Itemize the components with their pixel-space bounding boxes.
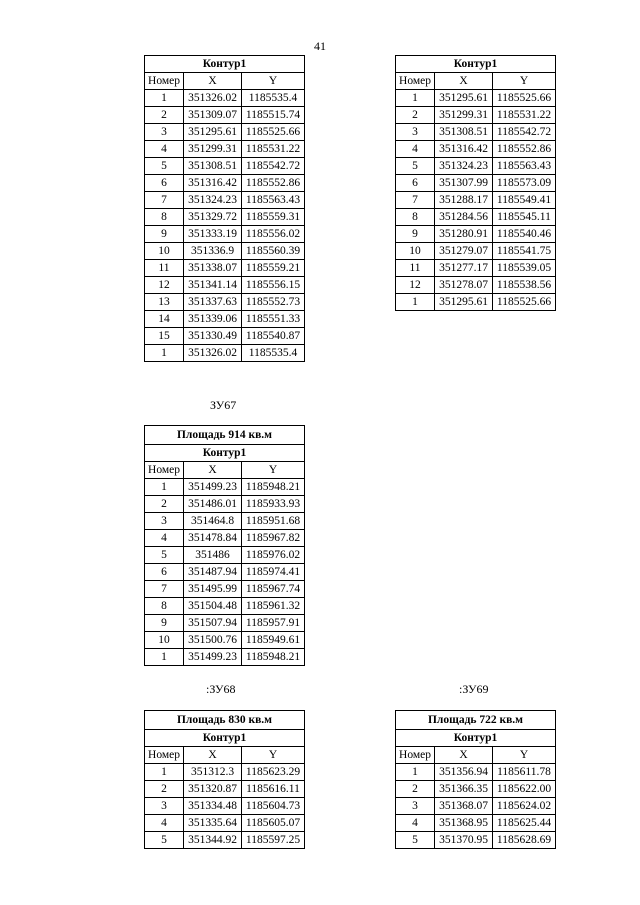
table-row xyxy=(145,311,305,328)
cell-x: 351280.91 xyxy=(435,226,493,243)
cell-number: 12 xyxy=(396,277,435,294)
cell-number: 4 xyxy=(145,530,184,547)
table-row xyxy=(396,294,556,311)
cell-number: 7 xyxy=(396,192,435,209)
header-y: Y xyxy=(242,73,305,90)
cell-x: 351324.23 xyxy=(184,192,242,209)
table-row xyxy=(145,175,305,192)
table-row xyxy=(145,277,305,294)
header-y: Y xyxy=(493,73,556,90)
cell-number: 7 xyxy=(145,192,184,209)
cell-number: 1 xyxy=(396,294,435,311)
cell-x: 351316.42 xyxy=(435,141,493,158)
cell-number: 6 xyxy=(145,564,184,581)
area-title: Площадь 914 кв.м xyxy=(145,426,305,445)
cell-number: 7 xyxy=(145,581,184,598)
cell-number: 3 xyxy=(145,124,184,141)
table-row xyxy=(396,243,556,260)
cell-x: 351499.23 xyxy=(184,649,242,666)
cell-y: 1185515.74 xyxy=(242,107,305,124)
cell-x: 351495.99 xyxy=(184,581,242,598)
cell-x: 351333.19 xyxy=(184,226,242,243)
cell-y: 1185542.72 xyxy=(242,158,305,175)
cell-number: 3 xyxy=(145,513,184,530)
cell-y: 1185540.87 xyxy=(242,328,305,345)
table-row xyxy=(396,832,556,849)
cell-number: 12 xyxy=(145,277,184,294)
cell-x: 351308.51 xyxy=(435,124,493,141)
cell-number: 1 xyxy=(396,90,435,107)
table-row xyxy=(145,798,305,815)
cell-x: 351329.72 xyxy=(184,209,242,226)
header-y: Y xyxy=(242,747,305,764)
cell-y: 1185957.91 xyxy=(242,615,305,632)
cell-x: 351326.02 xyxy=(184,90,242,107)
cell-y: 1185622.00 xyxy=(493,781,556,798)
coordinates-table-zu69 xyxy=(395,710,556,849)
plot-label-zu68: :ЗУ68 xyxy=(206,682,236,696)
cell-number: 3 xyxy=(396,124,435,141)
cell-y: 1185545.11 xyxy=(493,209,556,226)
header-x: X xyxy=(184,747,242,764)
area-title: Площадь 830 кв.м xyxy=(145,711,305,730)
cell-x: 351299.31 xyxy=(184,141,242,158)
header-x: X xyxy=(184,462,242,479)
cell-number: 9 xyxy=(396,226,435,243)
cell-y: 1185560.39 xyxy=(242,243,305,260)
cell-x: 351478.84 xyxy=(184,530,242,547)
cell-y: 1185976.02 xyxy=(242,547,305,564)
cell-number: 4 xyxy=(396,141,435,158)
cell-number: 10 xyxy=(396,243,435,260)
cell-x: 351334.48 xyxy=(184,798,242,815)
header-number: Номер xyxy=(396,747,435,764)
cell-x: 351339.06 xyxy=(184,311,242,328)
cell-number: 14 xyxy=(145,311,184,328)
table-row xyxy=(396,158,556,175)
cell-y: 1185552.86 xyxy=(493,141,556,158)
cell-x: 351295.61 xyxy=(184,124,242,141)
table-row xyxy=(145,764,305,781)
page-number: 41 xyxy=(314,39,326,53)
table-row xyxy=(145,345,305,362)
cell-y: 1185605.07 xyxy=(242,815,305,832)
table-row xyxy=(145,581,305,598)
table-row xyxy=(145,192,305,209)
contour-title: Контур1 xyxy=(145,56,305,73)
cell-x: 351308.51 xyxy=(184,158,242,175)
cell-y: 1185540.46 xyxy=(493,226,556,243)
cell-y: 1185948.21 xyxy=(242,479,305,496)
table-row xyxy=(396,124,556,141)
cell-x: 351366.35 xyxy=(435,781,493,798)
cell-y: 1185563.43 xyxy=(493,158,556,175)
cell-number: 5 xyxy=(145,158,184,175)
cell-number: 2 xyxy=(145,107,184,124)
cell-number: 5 xyxy=(396,158,435,175)
cell-number: 11 xyxy=(145,260,184,277)
cell-y: 1185535.4 xyxy=(242,90,305,107)
header-number: Номер xyxy=(145,462,184,479)
header-x: X xyxy=(435,747,493,764)
table-row xyxy=(145,530,305,547)
cell-number: 3 xyxy=(145,798,184,815)
cell-y: 1185559.31 xyxy=(242,209,305,226)
cell-number: 5 xyxy=(396,832,435,849)
table-row xyxy=(396,209,556,226)
area-title: Площадь 722 кв.м xyxy=(396,711,556,730)
table-row xyxy=(145,815,305,832)
coordinates-table-zu67 xyxy=(144,425,305,666)
cell-y: 1185951.68 xyxy=(242,513,305,530)
table-row xyxy=(145,209,305,226)
cell-number: 4 xyxy=(396,815,435,832)
cell-number: 6 xyxy=(145,175,184,192)
cell-number: 1 xyxy=(145,649,184,666)
cell-x: 351341.14 xyxy=(184,277,242,294)
cell-x: 351324.23 xyxy=(435,158,493,175)
cell-x: 351464.8 xyxy=(184,513,242,530)
cell-y: 1185611.78 xyxy=(493,764,556,781)
coordinates-table-2 xyxy=(395,55,556,311)
cell-x: 351299.31 xyxy=(435,107,493,124)
contour-title: Контур1 xyxy=(145,730,305,747)
header-number: Номер xyxy=(145,747,184,764)
cell-x: 351312.3 xyxy=(184,764,242,781)
cell-number: 1 xyxy=(145,90,184,107)
table-row xyxy=(145,479,305,496)
cell-y: 1185556.15 xyxy=(242,277,305,294)
cell-y: 1185551.33 xyxy=(242,311,305,328)
table-row xyxy=(145,158,305,175)
cell-x: 351504.48 xyxy=(184,598,242,615)
table-row xyxy=(145,243,305,260)
cell-x: 351368.07 xyxy=(435,798,493,815)
cell-number: 4 xyxy=(145,141,184,158)
cell-x: 351344.92 xyxy=(184,832,242,849)
cell-x: 351356.94 xyxy=(435,764,493,781)
cell-y: 1185542.72 xyxy=(493,124,556,141)
cell-y: 1185563.43 xyxy=(242,192,305,209)
cell-x: 351309.07 xyxy=(184,107,242,124)
table-row xyxy=(145,294,305,311)
cell-x: 351368.95 xyxy=(435,815,493,832)
table-row xyxy=(145,547,305,564)
cell-y: 1185628.69 xyxy=(493,832,556,849)
cell-y: 1185597.25 xyxy=(242,832,305,849)
cell-x: 351487.94 xyxy=(184,564,242,581)
cell-y: 1185967.74 xyxy=(242,581,305,598)
cell-y: 1185541.75 xyxy=(493,243,556,260)
cell-x: 351486.01 xyxy=(184,496,242,513)
cell-x: 351507.94 xyxy=(184,615,242,632)
cell-x: 351499.23 xyxy=(184,479,242,496)
cell-number: 5 xyxy=(145,547,184,564)
table-row xyxy=(145,598,305,615)
header-y: Y xyxy=(493,747,556,764)
cell-y: 1185604.73 xyxy=(242,798,305,815)
table-row xyxy=(396,226,556,243)
cell-y: 1185531.22 xyxy=(242,141,305,158)
cell-y: 1185933.93 xyxy=(242,496,305,513)
cell-number: 8 xyxy=(145,598,184,615)
cell-y: 1185525.66 xyxy=(242,124,305,141)
table-row xyxy=(145,141,305,158)
cell-x: 351320.87 xyxy=(184,781,242,798)
cell-x: 351330.49 xyxy=(184,328,242,345)
cell-y: 1185539.05 xyxy=(493,260,556,277)
cell-x: 351307.99 xyxy=(435,175,493,192)
plot-label-zu67: ЗУ67 xyxy=(210,398,237,412)
cell-x: 351486 xyxy=(184,547,242,564)
table-row xyxy=(145,832,305,849)
contour-title: Контур1 xyxy=(396,730,556,747)
table-row xyxy=(145,226,305,243)
table-row xyxy=(145,496,305,513)
table-row xyxy=(145,260,305,277)
cell-x: 351336.9 xyxy=(184,243,242,260)
table-row xyxy=(145,649,305,666)
table-row xyxy=(396,764,556,781)
cell-y: 1185549.41 xyxy=(493,192,556,209)
cell-x: 351277.17 xyxy=(435,260,493,277)
cell-x: 351370.95 xyxy=(435,832,493,849)
cell-y: 1185531.22 xyxy=(493,107,556,124)
table-row xyxy=(396,798,556,815)
table-row xyxy=(396,175,556,192)
cell-number: 1 xyxy=(396,764,435,781)
cell-number: 13 xyxy=(145,294,184,311)
cell-number: 1 xyxy=(145,479,184,496)
cell-number: 1 xyxy=(145,764,184,781)
cell-number: 2 xyxy=(396,781,435,798)
table-row xyxy=(396,107,556,124)
cell-x: 351279.07 xyxy=(435,243,493,260)
table-row xyxy=(145,107,305,124)
table-row xyxy=(145,513,305,530)
coordinates-table-1 xyxy=(144,55,305,362)
table-row xyxy=(396,781,556,798)
table-row xyxy=(145,124,305,141)
cell-number: 2 xyxy=(396,107,435,124)
cell-y: 1185948.21 xyxy=(242,649,305,666)
header-x: X xyxy=(435,73,493,90)
cell-number: 8 xyxy=(396,209,435,226)
cell-number: 10 xyxy=(145,243,184,260)
header-number: Номер xyxy=(396,73,435,90)
coordinates-table-zu68 xyxy=(144,710,305,849)
cell-y: 1185573.09 xyxy=(493,175,556,192)
cell-y: 1185552.86 xyxy=(242,175,305,192)
table-row xyxy=(396,141,556,158)
cell-number: 15 xyxy=(145,328,184,345)
cell-y: 1185559.21 xyxy=(242,260,305,277)
cell-x: 351338.07 xyxy=(184,260,242,277)
cell-x: 351337.63 xyxy=(184,294,242,311)
cell-y: 1185525.66 xyxy=(493,90,556,107)
cell-number: 9 xyxy=(145,615,184,632)
plot-label-zu69: :ЗУ69 xyxy=(459,682,489,696)
cell-y: 1185525.66 xyxy=(493,294,556,311)
contour-title: Контур1 xyxy=(396,56,556,73)
cell-number: 4 xyxy=(145,815,184,832)
cell-y: 1185625.44 xyxy=(493,815,556,832)
cell-x: 351295.61 xyxy=(435,294,493,311)
cell-y: 1185967.82 xyxy=(242,530,305,547)
cell-y: 1185556.02 xyxy=(242,226,305,243)
cell-x: 351288.17 xyxy=(435,192,493,209)
cell-x: 351295.61 xyxy=(435,90,493,107)
cell-y: 1185624.02 xyxy=(493,798,556,815)
header-number: Номер xyxy=(145,73,184,90)
table-row xyxy=(396,260,556,277)
header-x: X xyxy=(184,73,242,90)
cell-number: 6 xyxy=(396,175,435,192)
table-row xyxy=(145,564,305,581)
cell-x: 351326.02 xyxy=(184,345,242,362)
cell-number: 11 xyxy=(396,260,435,277)
cell-y: 1185616.11 xyxy=(242,781,305,798)
table-row xyxy=(145,328,305,345)
cell-y: 1185623.29 xyxy=(242,764,305,781)
cell-x: 351316.42 xyxy=(184,175,242,192)
cell-y: 1185552.73 xyxy=(242,294,305,311)
cell-number: 10 xyxy=(145,632,184,649)
table-row xyxy=(145,90,305,107)
cell-number: 5 xyxy=(145,832,184,849)
cell-x: 351278.07 xyxy=(435,277,493,294)
cell-x: 351335.64 xyxy=(184,815,242,832)
table-row xyxy=(145,632,305,649)
cell-number: 2 xyxy=(145,781,184,798)
table-row xyxy=(145,781,305,798)
cell-y: 1185974.41 xyxy=(242,564,305,581)
cell-y: 1185949.61 xyxy=(242,632,305,649)
cell-x: 351284.56 xyxy=(435,209,493,226)
contour-title: Контур1 xyxy=(145,445,305,462)
cell-y: 1185538.56 xyxy=(493,277,556,294)
cell-y: 1185535.4 xyxy=(242,345,305,362)
cell-x: 351500.76 xyxy=(184,632,242,649)
cell-number: 3 xyxy=(396,798,435,815)
cell-y: 1185961.32 xyxy=(242,598,305,615)
table-row xyxy=(145,615,305,632)
table-row xyxy=(396,90,556,107)
header-y: Y xyxy=(242,462,305,479)
table-row xyxy=(396,815,556,832)
table-row xyxy=(396,192,556,209)
table-row xyxy=(396,277,556,294)
cell-number: 8 xyxy=(145,209,184,226)
cell-number: 1 xyxy=(145,345,184,362)
cell-number: 9 xyxy=(145,226,184,243)
cell-number: 2 xyxy=(145,496,184,513)
